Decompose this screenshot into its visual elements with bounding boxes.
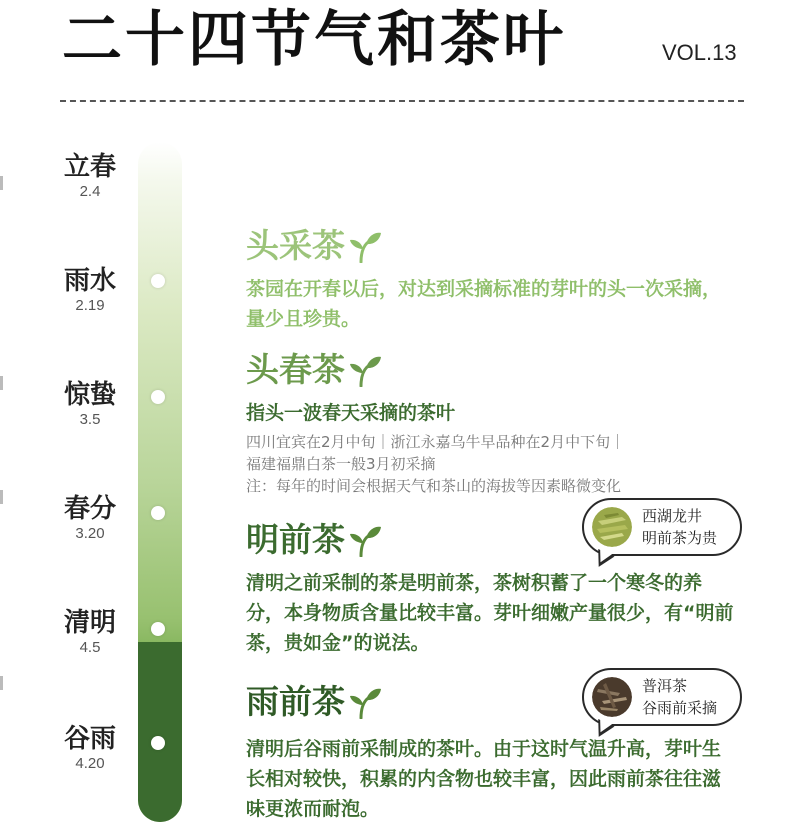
section-subtitle: 指头一波春天采摘的茶叶: [246, 402, 456, 424]
section-desc-mingqian: 清明之前采制的茶是明前茶，茶树积蓄了一个寒冬的养分，本身物质含量比较丰富。芽叶细嫩产量很少，有“明前茶，贵如金”的说法。: [246, 572, 734, 654]
bubble-text: [642, 675, 717, 719]
bubble-line: 普洱茶: [642, 677, 688, 695]
timeline-bar-dark: [138, 642, 182, 822]
section-desc-yuqian: 清明后谷雨前采制成的茶叶。由于这时气温升高，芽叶生长相对较快，积累的内含物也较丰富，因此雨前茶往往滋味更浓而耐泡。: [246, 738, 722, 820]
section-title-toucai: [246, 226, 383, 266]
term-lichun: [44, 152, 136, 202]
section-title-touchun: [246, 350, 383, 390]
bubble-longjing: [582, 498, 742, 556]
section-note: 福建福鼎白茶一般3月初采摘: [246, 455, 436, 473]
dashed-divider: [60, 100, 744, 102]
section-body-touchun: [246, 398, 746, 497]
sprout-icon: [347, 685, 383, 719]
page-title: 二十四节气和茶叶: [62, 5, 566, 75]
timeline-dot: [151, 390, 165, 404]
bubble-line: 明前茶为贵: [642, 529, 718, 547]
term-qingming: [44, 608, 136, 658]
section-desc-toucai: 茶园在开春以后，对达到采摘标准的芽叶的头一次采摘，量少且珍贵。: [246, 278, 722, 330]
edge-marker: [0, 376, 3, 390]
term-name: 立春: [63, 152, 116, 182]
bubble-line: 谷雨前采摘: [642, 699, 718, 717]
term-date: 3.20: [75, 525, 105, 542]
term-date: 4.20: [75, 755, 105, 772]
edge-marker: [0, 490, 3, 504]
term-name: 雨水: [63, 266, 116, 296]
bubble-text: [642, 505, 717, 549]
sprout-icon: [347, 523, 383, 557]
term-name: 惊蛰: [63, 380, 116, 410]
term-name: 清明: [63, 608, 116, 638]
term-guyu: [44, 724, 136, 774]
edge-marker: [0, 676, 3, 690]
timeline-dot: [151, 274, 165, 288]
section-title-text: 头春茶: [246, 350, 345, 389]
section-title-mingqian: [246, 520, 383, 560]
term-name: 谷雨: [63, 724, 116, 754]
volume-label: VOL.13: [662, 40, 737, 65]
sprout-icon: [347, 229, 383, 263]
bubble-puer: [582, 668, 742, 726]
section-title-text: 雨前茶: [246, 682, 345, 721]
section-note: 四川宜宾在2月中旬｜浙江永嘉乌牛早品种在2月中下旬｜: [246, 433, 626, 451]
sprout-icon: [347, 353, 383, 387]
term-name: 春分: [63, 494, 116, 524]
puer-tea-image: [592, 677, 632, 717]
term-date: 3.5: [79, 411, 101, 428]
section-title-text: 头采茶: [246, 226, 345, 265]
timeline-dot: [151, 622, 165, 636]
section-title-yuqian: [246, 682, 383, 722]
term-chunfen: [44, 494, 136, 544]
term-date: 2.4: [79, 183, 101, 200]
edge-marker: [0, 176, 3, 190]
section-note: 注：每年的时间会根据天气和茶山的海拔等因素略微变化: [246, 477, 622, 495]
timeline-dot: [151, 506, 165, 520]
term-jingzhe: [44, 380, 136, 430]
term-yushui: [44, 266, 136, 316]
timeline-bar: [138, 142, 182, 822]
section-title-text: 明前茶: [246, 520, 345, 559]
term-date: 4.5: [79, 639, 101, 656]
longjing-tea-image: [592, 507, 632, 547]
term-date: 2.19: [75, 297, 105, 314]
timeline-dot: [151, 736, 165, 750]
bubble-line: 西湖龙井: [642, 507, 703, 525]
